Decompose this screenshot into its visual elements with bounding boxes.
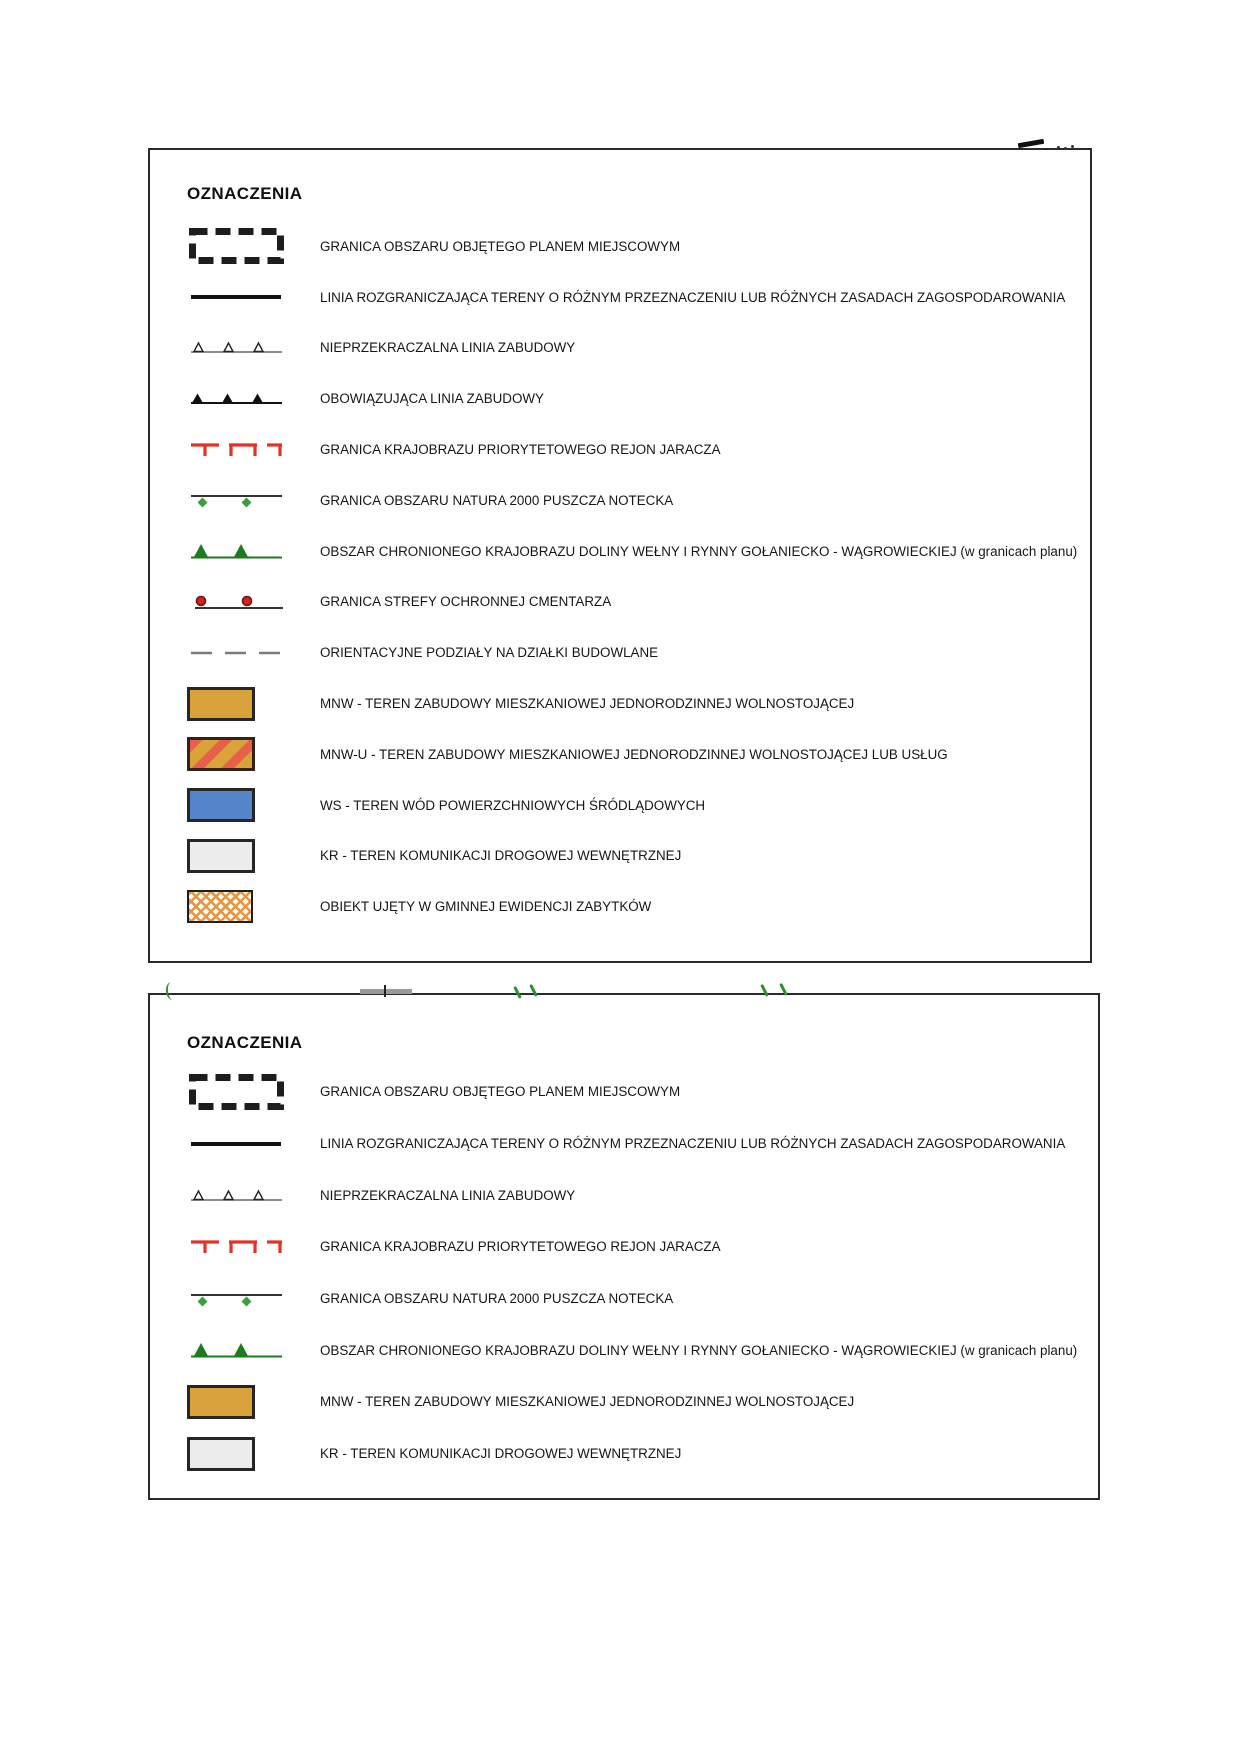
dividing-line-icon: [187, 1139, 286, 1149]
legend-label: GRANICA KRAJOBRAZU PRIORYTETOWEGO REJON JARACZA: [320, 1239, 721, 1255]
area-ws-icon: [187, 788, 286, 822]
area-mnwu-swatch: [187, 737, 255, 771]
legend-row: [150, 1273, 1098, 1325]
legend-label: MNW - TEREN ZABUDOWY MIESZKANIOWEJ JEDNORODZINNEJ WOLNOSTOJĄCEJ: [320, 1394, 855, 1410]
legend-label: GRANICA OBSZARU OBJĘTEGO PLANEM MIEJSCOWYM: [320, 238, 681, 254]
legend-row: [150, 780, 1090, 831]
legend-label: MNW-U - TEREN ZABUDOWY MIESZKANIOWEJ JEDNORODZINNEJ WOLNOSTOJĄCEJ LUB USŁUG: [320, 746, 948, 762]
legend-row: [150, 1169, 1098, 1221]
legend-row: [150, 1221, 1098, 1273]
legend-label: KR - TEREN KOMUNIKACJI DROGOWEJ WEWNĘTRZNEJ: [320, 848, 682, 864]
map-fragment-gray-bar: [360, 989, 412, 994]
legend-row: [150, 1324, 1098, 1376]
legend-label: GRANICA KRAJOBRAZU PRIORYTETOWEGO REJON JARACZA: [320, 442, 721, 458]
map-fragment-black-tick: [384, 985, 386, 997]
priority-landscape-icon: [187, 1237, 286, 1257]
legend-row: [150, 881, 1090, 932]
legend-row: [150, 1066, 1098, 1118]
legend-row: [150, 373, 1090, 424]
legend-label: GRANICA OBSZARU NATURA 2000 PUSZCZA NOTECKA: [320, 492, 674, 508]
area-kr-icon: [187, 1437, 286, 1471]
legend-row: [150, 272, 1090, 323]
legend-label: LINIA ROZGRANICZAJĄCA TERENY O RÓŻNYM PRZEZNACZENIU LUB RÓŻNYCH ZASADACH ZAGOSPODAROWANIA: [320, 289, 1066, 305]
legend-row: [150, 1428, 1098, 1480]
legend-row: [150, 831, 1090, 882]
legend-row: [150, 221, 1090, 272]
area-mnw-icon: [187, 687, 286, 721]
legend-box-2: [148, 993, 1100, 1500]
legend-title: OZNACZENIA: [187, 184, 303, 203]
legend-label: OBOWIĄZUJĄCA LINIA ZABUDOWY: [320, 391, 544, 407]
legend-row: [150, 729, 1090, 780]
legend-label: OBIEKT UJĘTY W GMINNEJ EWIDENCJI ZABYTKÓW: [320, 899, 652, 915]
area-mnwu-icon: [187, 737, 286, 771]
legend-label: GRANICA OBSZARU OBJĘTEGO PLANEM MIEJSCOWYM: [320, 1084, 681, 1100]
heritage-object-swatch: [187, 890, 253, 923]
legend-label: NIEPRZEKRACZALNA LINIA ZABUDOWY: [320, 340, 576, 356]
legend-label: KR - TEREN KOMUNIKACJI DROGOWEJ WEWNĘTRZNEJ: [320, 1446, 682, 1462]
plan-boundary-icon: [187, 1072, 286, 1112]
legend-row: [150, 1376, 1098, 1428]
building-line-obligatory-icon: [187, 390, 286, 407]
legend-rows: [150, 221, 1090, 932]
area-mnw-swatch: [187, 687, 255, 721]
legend-box-1: [148, 148, 1092, 963]
legend-row: [150, 526, 1090, 577]
legend-label: GRANICA OBSZARU NATURA 2000 PUSZCZA NOTECKA: [320, 1291, 674, 1307]
natura2000-icon: [187, 490, 286, 510]
plan-boundary-icon: [187, 226, 286, 266]
building-line-max-icon: [187, 1187, 286, 1204]
legend-label: WS - TEREN WÓD POWIERZCHNIOWYCH ŚRÓDLĄDOWYCH: [320, 797, 706, 813]
plot-divisions-icon: [187, 648, 286, 658]
area-ws-swatch: [187, 788, 255, 822]
legend-row: [150, 627, 1090, 678]
legend-row: [150, 475, 1090, 526]
protected-landscape-icon: [187, 1340, 286, 1360]
dividing-line-icon: [187, 292, 286, 302]
legend-row: [150, 678, 1090, 729]
area-kr-swatch: [187, 839, 255, 873]
legend-rows: [150, 1066, 1098, 1480]
map-fragment-dot: [1057, 146, 1060, 149]
legend-row: [150, 424, 1090, 475]
legend-row: [150, 323, 1090, 374]
legend-label: ORIENTACYJNE PODZIAŁY NA DZIAŁKI BUDOWLANE: [320, 645, 659, 661]
legend-row: [150, 1118, 1098, 1170]
area-mnw-swatch: [187, 1385, 255, 1419]
protected-landscape-icon: [187, 541, 286, 561]
legend-label: MNW - TEREN ZABUDOWY MIESZKANIOWEJ JEDNORODZINNEJ WOLNOSTOJĄCEJ: [320, 696, 855, 712]
map-fragment-dot: [1071, 145, 1074, 148]
map-fragment-black-mark: [1018, 139, 1044, 148]
legend-label: OBSZAR CHRONIONEGO KRAJOBRAZU DOLINY WEŁNY I RYNNY GOŁANIECKO - WĄGROWIECKIEJ (w granicach planu): [320, 543, 1078, 559]
area-kr-swatch: [187, 1437, 255, 1471]
legend-title: OZNACZENIA: [187, 1033, 303, 1052]
heritage-object-icon: [187, 890, 286, 923]
legend-row: [150, 577, 1090, 628]
priority-landscape-icon: [187, 440, 286, 460]
building-line-max-icon: [187, 339, 286, 356]
legend-label: OBSZAR CHRONIONEGO KRAJOBRAZU DOLINY WEŁNY I RYNNY GOŁANIECKO - WĄGROWIECKIEJ (w granicach planu): [320, 1342, 1078, 1358]
legend-label: GRANICA STREFY OCHRONNEJ CMENTARZA: [320, 594, 612, 610]
legend-label: LINIA ROZGRANICZAJĄCA TERENY O RÓŻNYM PRZEZNACZENIU LUB RÓŻNYCH ZASADACH ZAGOSPODAROWANIA: [320, 1136, 1066, 1152]
area-kr-icon: [187, 839, 286, 873]
cemetery-zone-icon: [187, 592, 286, 612]
natura2000-icon: [187, 1289, 286, 1309]
area-mnw-icon: [187, 1385, 286, 1419]
legend-label: NIEPRZEKRACZALNA LINIA ZABUDOWY: [320, 1187, 576, 1203]
map-fragment-dot: [1064, 147, 1067, 150]
